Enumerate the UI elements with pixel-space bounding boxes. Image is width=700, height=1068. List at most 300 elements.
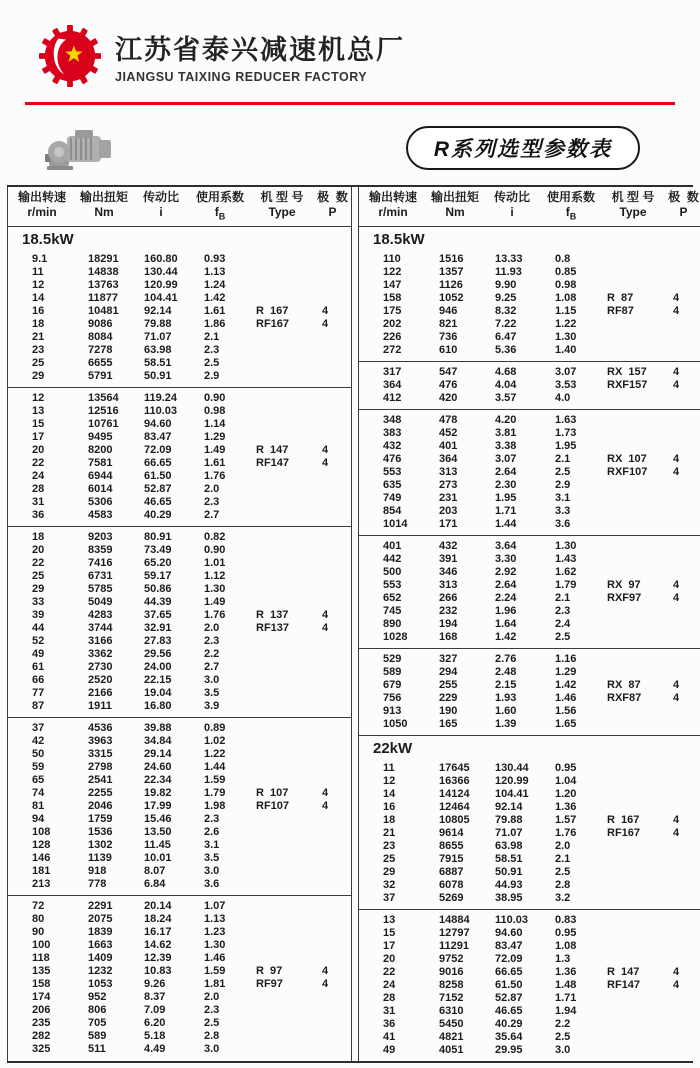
table-row — [359, 505, 700, 518]
table-cell: 14 — [32, 292, 45, 305]
table-cell: 2.1 — [555, 453, 571, 466]
table-cell: 1.49 — [204, 596, 226, 609]
table-cell — [250, 700, 314, 713]
table-cell: 1.22 — [204, 748, 226, 761]
table-cell: 206 — [32, 1004, 51, 1017]
table-cell — [665, 618, 700, 631]
table-cell — [250, 431, 314, 444]
table-cell — [250, 648, 314, 661]
table-cell — [314, 991, 351, 1004]
col-header-right-1: Nm — [445, 205, 465, 219]
table-cell: 6.84 — [144, 878, 166, 891]
table-cell: 12 — [32, 279, 45, 292]
table-cell — [250, 826, 314, 839]
table-cell: 679 — [383, 679, 402, 692]
table-cell: 2520 — [88, 674, 113, 687]
table-cell — [314, 596, 351, 609]
table-cell: 1.16 — [555, 653, 577, 666]
table-cell: 952 — [88, 991, 107, 1004]
table-cell: 0.83 — [555, 914, 577, 927]
table-row — [8, 913, 351, 926]
table-row — [8, 531, 351, 544]
col-header-left-4: Type — [268, 205, 296, 219]
table-row — [8, 852, 351, 865]
table-cell — [665, 866, 700, 879]
table-cell: 364 — [383, 379, 402, 392]
table-cell: 80.91 — [144, 531, 172, 544]
table-cell: 15 — [32, 418, 45, 431]
table-cell: 19.04 — [144, 687, 172, 700]
table-cell — [601, 318, 665, 331]
table-cell: 226 — [383, 331, 402, 344]
table-cell: 22.15 — [144, 674, 172, 687]
table-cell: 22 — [32, 457, 45, 470]
table-cell — [314, 878, 351, 891]
table-cell: 8084 — [88, 331, 113, 344]
table-cell: 5791 — [88, 370, 113, 383]
table-cell — [665, 1005, 700, 1018]
table-cell: 83.47 — [495, 940, 523, 953]
table-cell — [665, 940, 700, 953]
table-row — [359, 518, 700, 531]
table-cell: 3.5 — [204, 852, 220, 865]
table-cell: 1.71 — [555, 992, 577, 1005]
table-cell: 553 — [383, 466, 402, 479]
table-cell: 0.82 — [204, 531, 226, 544]
table-cell — [314, 926, 351, 939]
company-name-cn: 江苏省泰兴减速机总厂 — [115, 35, 405, 65]
table-cell: 44.93 — [495, 879, 523, 892]
table-cell: 1.86 — [204, 318, 226, 331]
table-row — [8, 596, 351, 609]
table-cell: 1.39 — [495, 718, 517, 731]
table-cell: 2.5 — [204, 1017, 220, 1030]
table-cell: 231 — [439, 492, 458, 505]
table-cell — [665, 266, 700, 279]
col-header-left-3: 使用系数 — [195, 190, 244, 204]
table-cell: 39 — [32, 609, 45, 622]
table-cell: 19.82 — [144, 787, 172, 800]
table-cell — [250, 405, 314, 418]
table-cell: 12464 — [439, 801, 470, 814]
col-header-right-5: 极 数 — [668, 190, 699, 204]
table-cell: 22 — [383, 966, 396, 979]
table-cell: 4583 — [88, 509, 113, 522]
table-cell: 20 — [32, 444, 45, 457]
table-cell: 6944 — [88, 470, 113, 483]
col-header-left-5: 极 数 — [317, 190, 348, 204]
table-cell — [314, 813, 351, 826]
table-cell: RF167 — [256, 318, 290, 331]
table-cell: 14.62 — [144, 939, 172, 952]
table-cell — [665, 914, 700, 927]
table-cell: 1.36 — [555, 966, 577, 979]
table-cell: 2.9 — [555, 479, 571, 492]
table-cell: 2.0 — [204, 483, 220, 496]
table-column-right — [358, 187, 700, 1061]
table-cell — [665, 492, 700, 505]
section-title: 18.5kW — [373, 231, 425, 249]
table-cell: 4 — [322, 444, 329, 457]
table-cell: 36 — [383, 1018, 396, 1031]
table-cell: 20 — [32, 544, 45, 557]
table-cell: 3.9 — [204, 700, 220, 713]
table-cell: 317 — [383, 366, 402, 379]
col-header-right-4: 机 型 号 — [611, 190, 655, 204]
table-cell: 29 — [32, 370, 45, 383]
table-row — [359, 305, 700, 318]
table-cell: 16366 — [439, 775, 470, 788]
table-cell — [314, 370, 351, 383]
table-cell: 0.95 — [555, 927, 577, 940]
table-cell: 736 — [439, 331, 458, 344]
table-cell: 412 — [383, 392, 402, 405]
table-row — [359, 414, 700, 427]
table-cell — [250, 392, 314, 405]
table-cell: 3.07 — [555, 366, 577, 379]
table-row — [359, 762, 700, 775]
table-cell: 4.68 — [495, 366, 517, 379]
table-cell — [665, 518, 700, 531]
table-cell: 2541 — [88, 774, 113, 787]
table-cell: 4 — [322, 800, 329, 813]
table-cell: 32 — [383, 879, 396, 892]
table-cell — [601, 253, 665, 266]
table-cell — [250, 253, 314, 266]
table-cell: 420 — [439, 392, 458, 405]
table-cell: 1.62 — [555, 566, 577, 579]
table-cell — [601, 940, 665, 953]
table-cell — [601, 653, 665, 666]
table-column-left — [7, 187, 352, 1061]
table-cell: 2.1 — [555, 592, 571, 605]
table-cell: 58.51 — [144, 357, 172, 370]
table-cell: 66 — [32, 674, 45, 687]
table-cell: 1.30 — [204, 583, 226, 596]
table-cell: 44 — [32, 622, 45, 635]
table-cell: 12 — [383, 775, 396, 788]
table-cell: 4 — [322, 622, 329, 635]
table-cell: 4536 — [88, 722, 113, 735]
table-cell: 756 — [383, 692, 402, 705]
table-cell: 1.15 — [555, 305, 577, 318]
table-cell: 72 — [32, 900, 45, 913]
table-cell: 1663 — [88, 939, 113, 952]
table-cell: 1.96 — [495, 605, 517, 618]
table-cell: 1.30 — [555, 331, 577, 344]
table-cell: RX 107 — [607, 453, 647, 466]
table-cell: 35.64 — [495, 1031, 523, 1044]
table-cell — [314, 635, 351, 648]
table-row — [8, 952, 351, 965]
table-cell: 401 — [439, 440, 458, 453]
table-cell: 6.47 — [495, 331, 517, 344]
table-cell: 41 — [383, 1031, 396, 1044]
table-cell: 36 — [32, 509, 45, 522]
parameter-table — [7, 185, 699, 1063]
table-cell: 2255 — [88, 787, 113, 800]
table-cell — [250, 292, 314, 305]
table-row — [8, 344, 351, 357]
table-cell: 452 — [439, 427, 458, 440]
table-cell: 80 — [32, 913, 45, 926]
table-row — [8, 878, 351, 891]
table-cell: 4051 — [439, 1044, 464, 1057]
table-cell: 128 — [32, 839, 51, 852]
table-row — [8, 509, 351, 522]
table-cell: 4 — [322, 318, 329, 331]
table-cell — [601, 1005, 665, 1018]
table-cell: 122 — [383, 266, 402, 279]
table-cell: R 97 — [256, 965, 283, 978]
table-cell: 1232 — [88, 965, 113, 978]
table-block — [359, 649, 700, 736]
col-header-left-5: P — [328, 205, 337, 219]
table-header-right — [359, 187, 700, 227]
table-row — [8, 648, 351, 661]
table-cell: 635 — [383, 479, 402, 492]
table-cell: 1.40 — [555, 344, 577, 357]
table-cell: 2.8 — [204, 1030, 220, 1043]
table-cell — [314, 687, 351, 700]
table-cell: 8359 — [88, 544, 113, 557]
table-cell: 4 — [673, 305, 680, 318]
table-cell: 15 — [383, 927, 396, 940]
table-block — [8, 388, 351, 527]
table-block — [359, 362, 700, 410]
table-cell: 4 — [673, 979, 680, 992]
table-row — [359, 1044, 700, 1057]
table-cell: 1.02 — [204, 735, 226, 748]
table-cell: 4.04 — [495, 379, 517, 392]
table-cell: 313 — [439, 579, 458, 592]
table-cell: RXF87 — [607, 692, 642, 705]
table-cell: 1053 — [88, 978, 113, 991]
table-cell — [601, 775, 665, 788]
table-row — [359, 914, 700, 927]
table-row — [359, 440, 700, 453]
table-cell: 6310 — [439, 1005, 464, 1018]
table-row — [359, 879, 700, 892]
table-cell: 29 — [383, 866, 396, 879]
table-cell: 3.38 — [495, 440, 517, 453]
table-cell: 1139 — [88, 852, 112, 865]
table-cell: 13564 — [88, 392, 119, 405]
table-cell: 1.13 — [204, 266, 226, 279]
table-cell: 37.65 — [144, 609, 172, 622]
table-cell: 3.3 — [555, 505, 571, 518]
table-cell: 7152 — [439, 992, 464, 1005]
table-row — [359, 814, 700, 827]
table-cell: 3.0 — [204, 674, 220, 687]
table-cell: 1.3 — [555, 953, 571, 966]
table-cell: 27.83 — [144, 635, 172, 648]
table-cell: 22 — [32, 557, 45, 570]
table-cell: 2.5 — [555, 631, 571, 644]
table-cell — [250, 483, 314, 496]
table-cell — [250, 865, 314, 878]
table-cell — [314, 952, 351, 965]
table-cell — [665, 331, 700, 344]
col-header-right-2: i — [510, 205, 514, 219]
table-cell: 90 — [32, 926, 45, 939]
table-cell: 14 — [383, 788, 396, 801]
table-cell — [314, 470, 351, 483]
table-cell: RXF157 — [607, 379, 648, 392]
table-cell — [314, 1004, 351, 1017]
table-row — [359, 479, 700, 492]
table-cell: 3744 — [88, 622, 113, 635]
table-cell: 10.83 — [144, 965, 172, 978]
table-row — [8, 965, 351, 978]
table-cell: 73.49 — [144, 544, 172, 557]
table-cell — [601, 801, 665, 814]
table-cell: 11 — [383, 762, 395, 775]
table-cell: 348 — [383, 414, 402, 427]
table-row — [359, 292, 700, 305]
table-row — [359, 540, 700, 553]
table-cell — [601, 427, 665, 440]
table-row — [8, 687, 351, 700]
table-block — [359, 249, 700, 362]
table-cell: 63.98 — [495, 840, 523, 853]
table-cell: 38.95 — [495, 892, 523, 905]
table-cell — [314, 392, 351, 405]
table-cell — [250, 1043, 314, 1056]
table-cell: 5.36 — [495, 344, 517, 357]
table-cell: 1.46 — [555, 692, 577, 705]
table-cell: 3.57 — [495, 392, 517, 405]
table-cell — [601, 666, 665, 679]
table-cell — [665, 479, 700, 492]
table-cell: 4 — [673, 453, 680, 466]
table-cell: 2730 — [88, 661, 113, 674]
table-cell: 25 — [383, 853, 396, 866]
table-cell: 110.03 — [495, 914, 529, 927]
table-cell: 10481 — [88, 305, 119, 318]
table-cell: 1.44 — [204, 761, 226, 774]
table-cell: RF107 — [256, 800, 290, 813]
table-cell: 1.01 — [204, 557, 226, 570]
table-block — [8, 896, 351, 1061]
table-cell — [250, 531, 314, 544]
table-row — [8, 557, 351, 570]
table-cell: 74 — [32, 787, 45, 800]
table-cell — [601, 762, 665, 775]
table-row — [359, 979, 700, 992]
table-cell: 1.07 — [204, 900, 226, 913]
table-cell: 2.2 — [555, 1018, 571, 1031]
table-cell: 1.30 — [555, 540, 577, 553]
table-cell — [250, 939, 314, 952]
table-cell: 1.98 — [204, 800, 226, 813]
table-cell: 31 — [383, 1005, 396, 1018]
table-cell: 2.92 — [495, 566, 517, 579]
col-header-left-1: Nm — [94, 205, 114, 219]
table-cell — [250, 952, 314, 965]
table-cell: 28 — [32, 483, 45, 496]
table-cell: RF137 — [256, 622, 290, 635]
table-cell: 2.1 — [204, 331, 220, 344]
table-row — [359, 966, 700, 979]
table-cell: 1409 — [88, 952, 113, 965]
table-cell — [250, 557, 314, 570]
table-cell — [665, 718, 700, 731]
table-cell: 72.09 — [495, 953, 523, 966]
table-cell: 11877 — [88, 292, 118, 305]
table-cell: 0.93 — [204, 253, 226, 266]
table-cell: 1.95 — [555, 440, 577, 453]
table-cell: 40.29 — [495, 1018, 523, 1031]
table-cell: 29 — [32, 583, 45, 596]
table-cell: 14124 — [439, 788, 470, 801]
table-cell: 61 — [32, 661, 45, 674]
table-cell: 854 — [383, 505, 402, 518]
table-cell: 3.1 — [204, 839, 220, 852]
table-cell: 52.87 — [495, 992, 523, 1005]
table-cell — [250, 926, 314, 939]
table-cell: 18.24 — [144, 913, 172, 926]
table-cell — [250, 331, 314, 344]
table-cell: 1014 — [383, 518, 408, 531]
table-cell: 29.56 — [144, 648, 172, 661]
table-cell: 1.57 — [555, 814, 577, 827]
table-cell — [601, 566, 665, 579]
table-cell — [314, 1030, 351, 1043]
table-cell — [314, 496, 351, 509]
table-cell — [665, 279, 700, 292]
table-cell: 0.98 — [204, 405, 226, 418]
table-cell: 1.08 — [555, 292, 577, 305]
table-cell — [314, 939, 351, 952]
table-header-left — [8, 187, 351, 227]
table-cell: 529 — [383, 653, 402, 666]
table-cell — [601, 953, 665, 966]
table-row — [8, 722, 351, 735]
table-cell: 1.20 — [555, 788, 577, 801]
table-row — [359, 344, 700, 357]
table-cell — [665, 392, 700, 405]
table-cell: 8258 — [439, 979, 464, 992]
table-cell: 40.29 — [144, 509, 172, 522]
table-row — [8, 266, 351, 279]
table-cell: 92.14 — [144, 305, 172, 318]
table-row — [359, 953, 700, 966]
table-row — [359, 801, 700, 814]
table-cell: 918 — [88, 865, 107, 878]
table-cell: 13 — [383, 914, 396, 927]
table-cell: 2.1 — [555, 853, 571, 866]
table-cell: 194 — [439, 618, 458, 631]
table-cell — [314, 557, 351, 570]
table-cell: 442 — [383, 553, 402, 566]
table-cell: 29.95 — [495, 1044, 523, 1057]
table-cell: 10.01 — [144, 852, 172, 865]
table-cell: 4 — [673, 579, 680, 592]
table-cell: 3362 — [88, 648, 113, 661]
table-cell: 229 — [439, 692, 458, 705]
table-cell — [250, 735, 314, 748]
table-cell — [314, 544, 351, 557]
table-cell: 476 — [383, 453, 402, 466]
table-row — [359, 992, 700, 1005]
table-row — [359, 1005, 700, 1018]
table-cell: 23 — [32, 344, 45, 357]
table-block — [359, 536, 700, 649]
table-cell: 255 — [439, 679, 458, 692]
table-cell: 16.80 — [144, 700, 172, 713]
table-cell — [665, 788, 700, 801]
